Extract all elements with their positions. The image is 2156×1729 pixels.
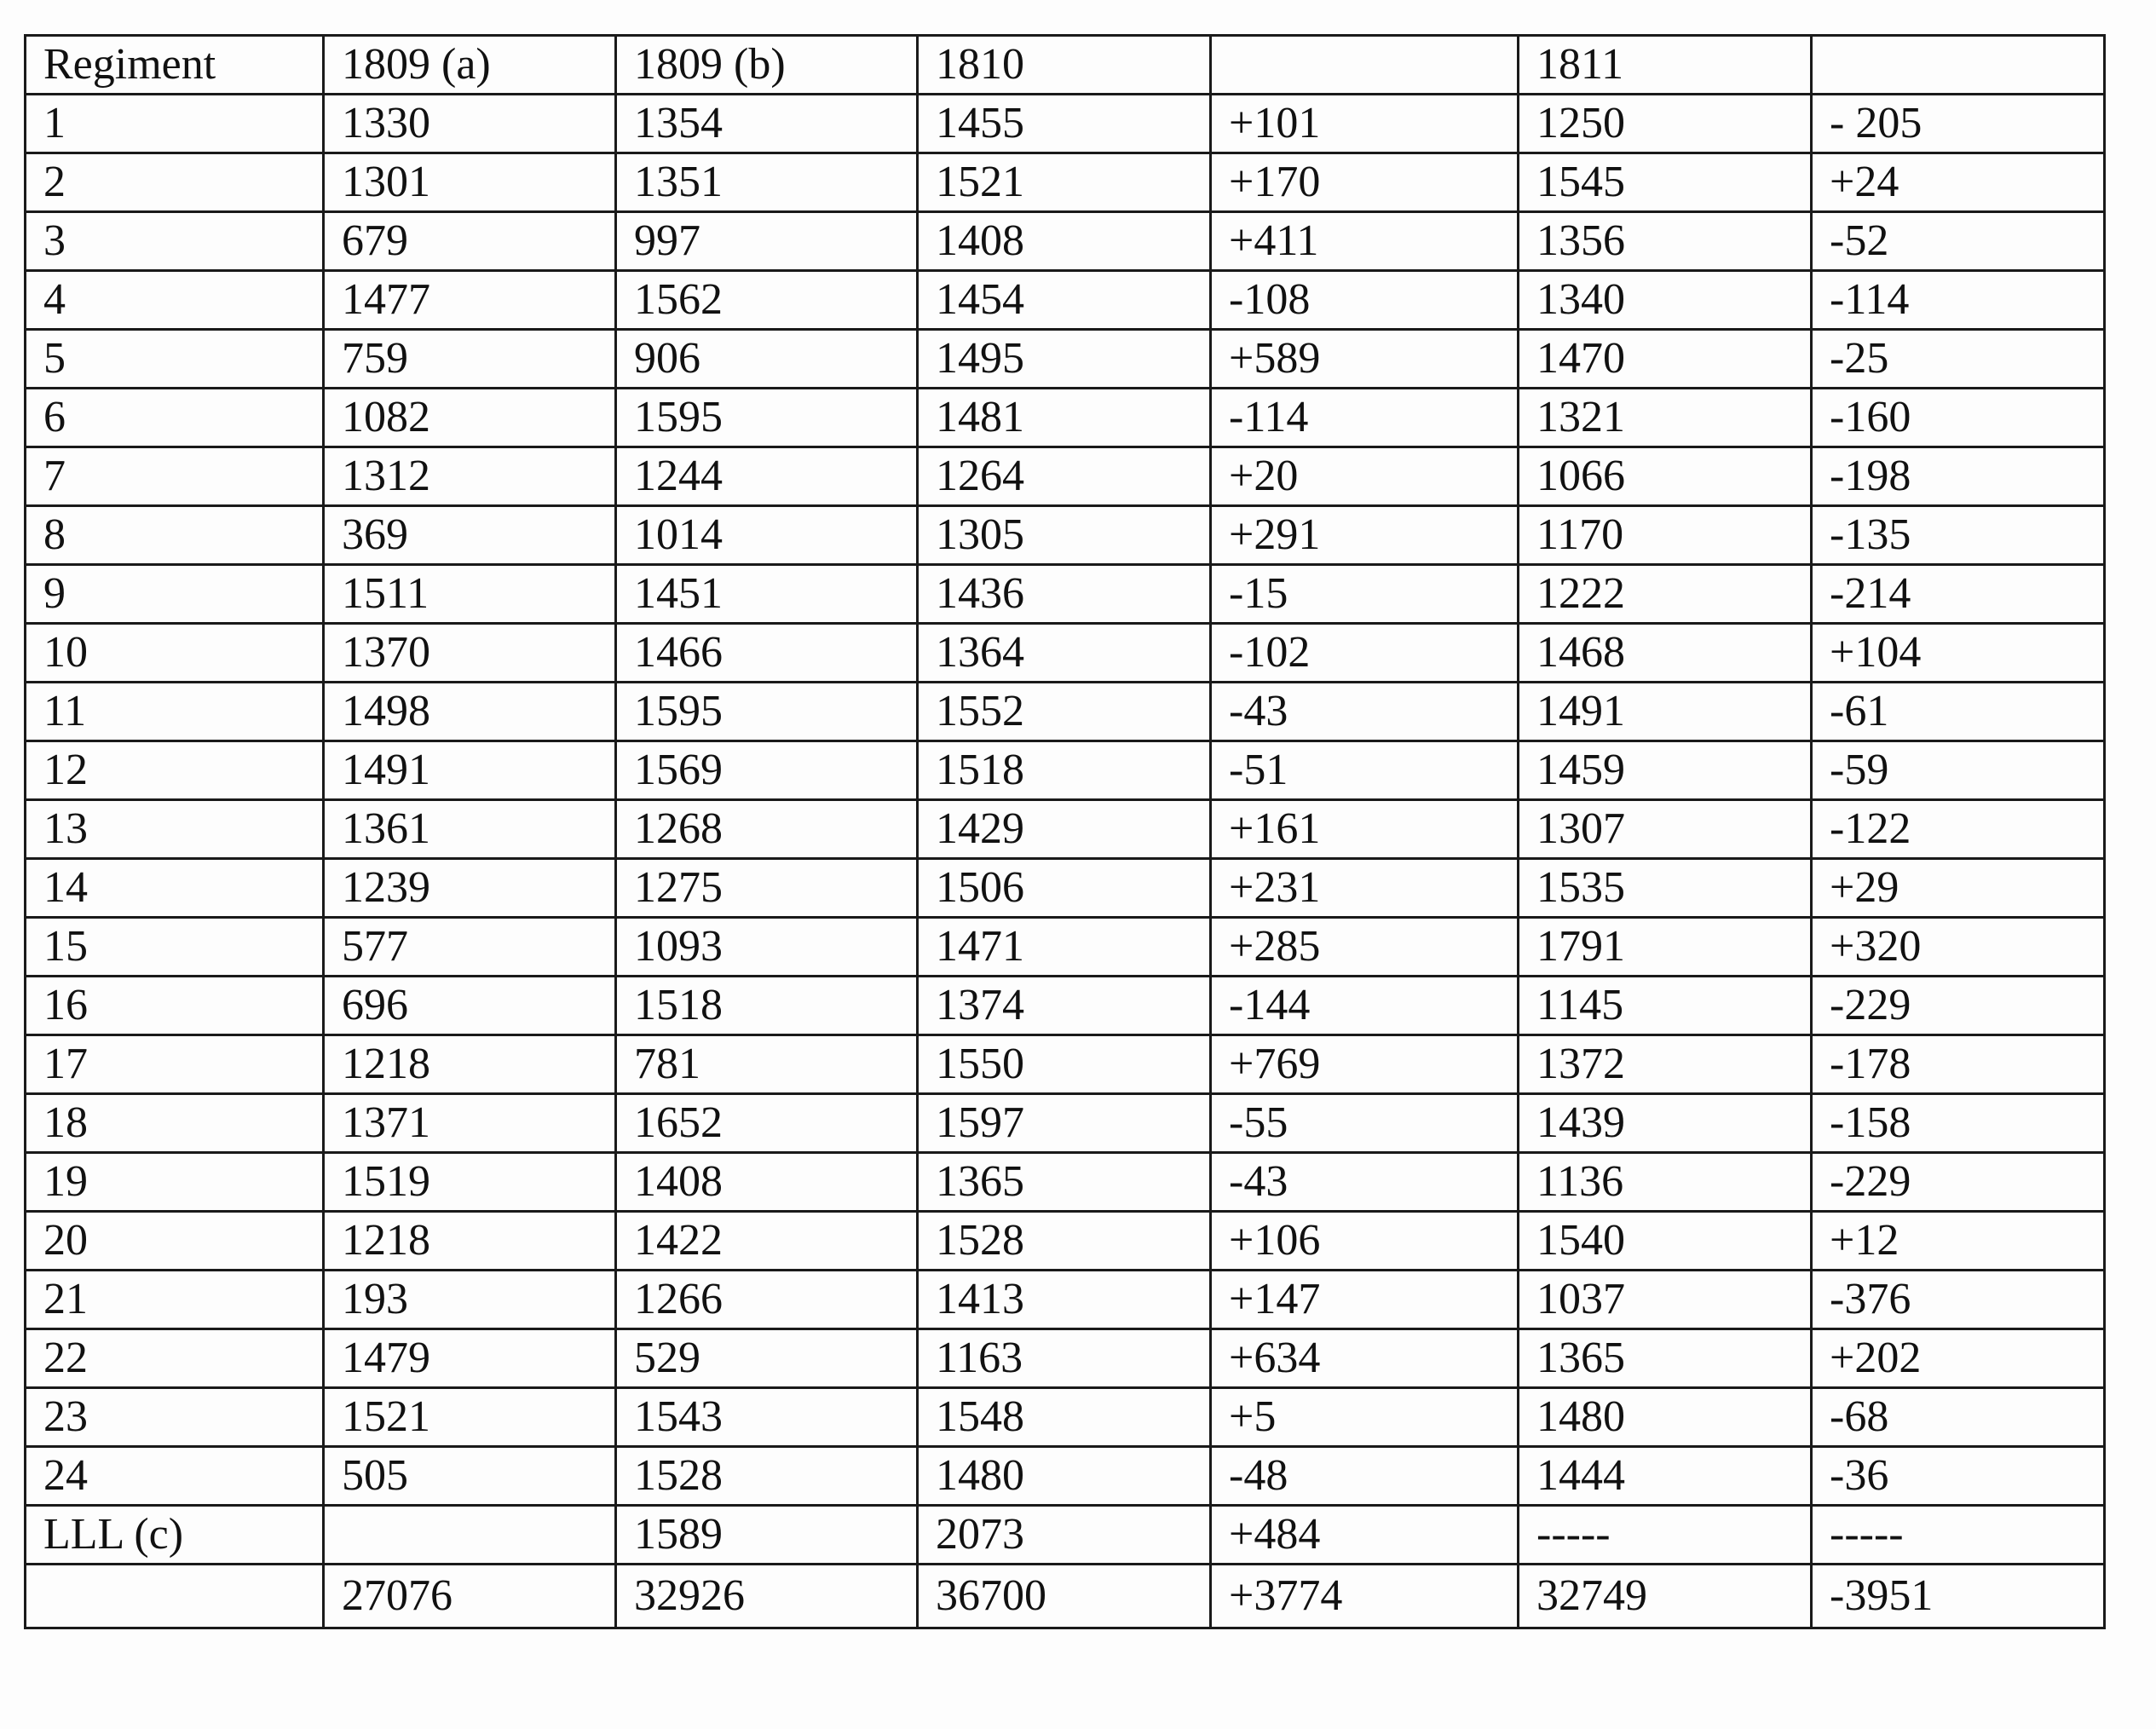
cell-regiment bbox=[26, 1565, 324, 1628]
cell-1810-change: +231 bbox=[1211, 859, 1519, 918]
cell-1810-change: +634 bbox=[1211, 1329, 1519, 1388]
cell-1811-change: +24 bbox=[1812, 153, 2105, 212]
header-cell-1810-change bbox=[1211, 36, 1519, 95]
cell-1810: 1471 bbox=[918, 918, 1211, 977]
cell-1809a: 27076 bbox=[324, 1565, 616, 1628]
table-row bbox=[26, 1212, 2105, 1271]
cell-1809b: 1422 bbox=[616, 1212, 918, 1271]
cell-1811: 1470 bbox=[1519, 330, 1812, 389]
cell-1809a: 1218 bbox=[324, 1212, 616, 1271]
table-row bbox=[26, 447, 2105, 506]
cell-1810: 1548 bbox=[918, 1388, 1211, 1447]
header-cell-1811-change bbox=[1812, 36, 2105, 95]
cell-1811-change: -25 bbox=[1812, 330, 2105, 389]
cell-1809b: 1266 bbox=[616, 1271, 918, 1329]
table-row bbox=[26, 1094, 2105, 1153]
cell-1811-change: -114 bbox=[1812, 271, 2105, 330]
cell-1809a: 505 bbox=[324, 1447, 616, 1506]
table-body bbox=[26, 36, 2105, 1628]
cell-1811-change: +12 bbox=[1812, 1212, 2105, 1271]
cell-1810: 36700 bbox=[918, 1565, 1211, 1628]
cell-regiment: 23 bbox=[26, 1388, 324, 1447]
header-cell-1809b: 1809 (b) bbox=[616, 36, 918, 95]
cell-1811-change: -61 bbox=[1812, 683, 2105, 741]
cell-1811: 1356 bbox=[1519, 212, 1812, 271]
cell-regiment: 20 bbox=[26, 1212, 324, 1271]
cell-1811-change: +104 bbox=[1812, 624, 2105, 683]
cell-1809a bbox=[324, 1506, 616, 1565]
cell-1809a: 1479 bbox=[324, 1329, 616, 1388]
cell-1811: 1535 bbox=[1519, 859, 1812, 918]
cell-1809b: 1268 bbox=[616, 800, 918, 859]
cell-regiment: 3 bbox=[26, 212, 324, 271]
cell-1810: 1364 bbox=[918, 624, 1211, 683]
table-row bbox=[26, 1035, 2105, 1094]
cell-1810: 1518 bbox=[918, 741, 1211, 800]
cell-1811: 1540 bbox=[1519, 1212, 1812, 1271]
cell-regiment: 21 bbox=[26, 1271, 324, 1329]
cell-1810-change: -43 bbox=[1211, 683, 1519, 741]
cell-1811: 1222 bbox=[1519, 565, 1812, 624]
cell-1809a: 1519 bbox=[324, 1153, 616, 1212]
table-row bbox=[26, 1388, 2105, 1447]
cell-1809b: 1595 bbox=[616, 683, 918, 741]
cell-1809a: 1511 bbox=[324, 565, 616, 624]
cell-1810: 1495 bbox=[918, 330, 1211, 389]
cell-1811-change: - 205 bbox=[1812, 95, 2105, 153]
cell-1811: 1250 bbox=[1519, 95, 1812, 153]
cell-1811-change: -122 bbox=[1812, 800, 2105, 859]
cell-1811: 1136 bbox=[1519, 1153, 1812, 1212]
cell-1811: 1372 bbox=[1519, 1035, 1812, 1094]
cell-1810: 1521 bbox=[918, 153, 1211, 212]
table-row bbox=[26, 683, 2105, 741]
table-row bbox=[26, 741, 2105, 800]
cell-1811-change: +320 bbox=[1812, 918, 2105, 977]
table-row bbox=[26, 1447, 2105, 1506]
cell-regiment: 12 bbox=[26, 741, 324, 800]
cell-1809b: 1275 bbox=[616, 859, 918, 918]
cell-1810: 1454 bbox=[918, 271, 1211, 330]
cell-regiment: 1 bbox=[26, 95, 324, 153]
cell-1811-change: -36 bbox=[1812, 1447, 2105, 1506]
cell-regiment: 9 bbox=[26, 565, 324, 624]
cell-1809b: 1408 bbox=[616, 1153, 918, 1212]
table-row bbox=[26, 271, 2105, 330]
cell-1810: 2073 bbox=[918, 1506, 1211, 1565]
cell-1810: 1506 bbox=[918, 859, 1211, 918]
cell-1809a: 577 bbox=[324, 918, 616, 977]
cell-1810-change: -55 bbox=[1211, 1094, 1519, 1153]
cell-1810-change: +3774 bbox=[1211, 1565, 1519, 1628]
cell-1810: 1365 bbox=[918, 1153, 1211, 1212]
cell-regiment: 24 bbox=[26, 1447, 324, 1506]
cell-1809a: 679 bbox=[324, 212, 616, 271]
cell-regiment: 10 bbox=[26, 624, 324, 683]
cell-1811-change: -68 bbox=[1812, 1388, 2105, 1447]
cell-1811: 1340 bbox=[1519, 271, 1812, 330]
cell-1809a: 1330 bbox=[324, 95, 616, 153]
cell-1809a: 1239 bbox=[324, 859, 616, 918]
table-row bbox=[26, 389, 2105, 447]
cell-1810-change: +161 bbox=[1211, 800, 1519, 859]
table-row bbox=[26, 506, 2105, 565]
cell-1809b: 1466 bbox=[616, 624, 918, 683]
cell-1810-change: +411 bbox=[1211, 212, 1519, 271]
header-row bbox=[26, 36, 2105, 95]
cell-1810: 1413 bbox=[918, 1271, 1211, 1329]
cell-1810-change: +101 bbox=[1211, 95, 1519, 153]
cell-1810: 1481 bbox=[918, 389, 1211, 447]
cell-1810: 1528 bbox=[918, 1212, 1211, 1271]
header-cell-1810: 1810 bbox=[918, 36, 1211, 95]
cell-1809a: 1498 bbox=[324, 683, 616, 741]
cell-1810-change: +769 bbox=[1211, 1035, 1519, 1094]
cell-1810: 1374 bbox=[918, 977, 1211, 1035]
cell-1809b: 1562 bbox=[616, 271, 918, 330]
cell-1811: 1321 bbox=[1519, 389, 1812, 447]
cell-1810: 1550 bbox=[918, 1035, 1211, 1094]
header-cell-1809a: 1809 (a) bbox=[324, 36, 616, 95]
cell-1810-change: -114 bbox=[1211, 389, 1519, 447]
cell-1809a: 1312 bbox=[324, 447, 616, 506]
cell-1809b: 1528 bbox=[616, 1447, 918, 1506]
cell-1810: 1163 bbox=[918, 1329, 1211, 1388]
cell-1809b: 781 bbox=[616, 1035, 918, 1094]
cell-1809a: 1491 bbox=[324, 741, 616, 800]
regiment-strength-table bbox=[24, 34, 2106, 1629]
cell-1810-change: +291 bbox=[1211, 506, 1519, 565]
cell-1809b: 529 bbox=[616, 1329, 918, 1388]
table-row bbox=[26, 859, 2105, 918]
cell-regiment: 17 bbox=[26, 1035, 324, 1094]
cell-1810: 1552 bbox=[918, 683, 1211, 741]
cell-1810-change: +5 bbox=[1211, 1388, 1519, 1447]
cell-1811-change: +202 bbox=[1812, 1329, 2105, 1388]
cell-1810: 1429 bbox=[918, 800, 1211, 859]
cell-1811-change: +29 bbox=[1812, 859, 2105, 918]
cell-1811: 1145 bbox=[1519, 977, 1812, 1035]
cell-1809b: 1093 bbox=[616, 918, 918, 977]
cell-1811: 1037 bbox=[1519, 1271, 1812, 1329]
cell-1809b: 1351 bbox=[616, 153, 918, 212]
table-row bbox=[26, 624, 2105, 683]
cell-1811: 1439 bbox=[1519, 1094, 1812, 1153]
cell-regiment: LLL (c) bbox=[26, 1506, 324, 1565]
cell-1811-change: -214 bbox=[1812, 565, 2105, 624]
cell-regiment: 5 bbox=[26, 330, 324, 389]
cell-1809b: 997 bbox=[616, 212, 918, 271]
cell-1810-change: -102 bbox=[1211, 624, 1519, 683]
cell-regiment: 16 bbox=[26, 977, 324, 1035]
table-row bbox=[26, 1153, 2105, 1212]
cell-1810: 1436 bbox=[918, 565, 1211, 624]
cell-regiment: 6 bbox=[26, 389, 324, 447]
cell-1809b: 1595 bbox=[616, 389, 918, 447]
cell-1809b: 1569 bbox=[616, 741, 918, 800]
cell-1809a: 696 bbox=[324, 977, 616, 1035]
cell-regiment: 2 bbox=[26, 153, 324, 212]
table-row bbox=[26, 1329, 2105, 1388]
header-cell-regiment: Regiment bbox=[26, 36, 324, 95]
cell-1810-change: -144 bbox=[1211, 977, 1519, 1035]
cell-1810-change: +285 bbox=[1211, 918, 1519, 977]
cell-1810-change: -15 bbox=[1211, 565, 1519, 624]
cell-1809b: 1589 bbox=[616, 1506, 918, 1565]
cell-1809b: 1518 bbox=[616, 977, 918, 1035]
cell-1811-change: -198 bbox=[1812, 447, 2105, 506]
cell-1809a: 1370 bbox=[324, 624, 616, 683]
cell-1811: 1791 bbox=[1519, 918, 1812, 977]
cell-1809b: 1451 bbox=[616, 565, 918, 624]
cell-regiment: 18 bbox=[26, 1094, 324, 1153]
cell-1811-change: -229 bbox=[1812, 1153, 2105, 1212]
cell-1809a: 1082 bbox=[324, 389, 616, 447]
table-row bbox=[26, 918, 2105, 977]
table-row bbox=[26, 95, 2105, 153]
table-row bbox=[26, 1506, 2105, 1565]
cell-1810: 1305 bbox=[918, 506, 1211, 565]
cell-1811-change: -135 bbox=[1812, 506, 2105, 565]
cell-regiment: 22 bbox=[26, 1329, 324, 1388]
cell-1810-change: -43 bbox=[1211, 1153, 1519, 1212]
table-row bbox=[26, 153, 2105, 212]
cell-1809b: 32926 bbox=[616, 1565, 918, 1628]
cell-1811-change: -158 bbox=[1812, 1094, 2105, 1153]
cell-1809a: 1371 bbox=[324, 1094, 616, 1153]
cell-1810-change: -108 bbox=[1211, 271, 1519, 330]
cell-1809a: 1301 bbox=[324, 153, 616, 212]
cell-1811: 1365 bbox=[1519, 1329, 1812, 1388]
cell-1810-change: +106 bbox=[1211, 1212, 1519, 1271]
cell-1809a: 193 bbox=[324, 1271, 616, 1329]
cell-1811-change: ----- bbox=[1812, 1506, 2105, 1565]
table-row bbox=[26, 1271, 2105, 1329]
table-row bbox=[26, 565, 2105, 624]
cell-1811: ----- bbox=[1519, 1506, 1812, 1565]
cell-1810: 1480 bbox=[918, 1447, 1211, 1506]
cell-regiment: 7 bbox=[26, 447, 324, 506]
cell-1811-change: -59 bbox=[1812, 741, 2105, 800]
cell-1810-change: +147 bbox=[1211, 1271, 1519, 1329]
cell-regiment: 15 bbox=[26, 918, 324, 977]
table-row bbox=[26, 977, 2105, 1035]
cell-1811: 1480 bbox=[1519, 1388, 1812, 1447]
cell-1809a: 1218 bbox=[324, 1035, 616, 1094]
header-cell-1811: 1811 bbox=[1519, 36, 1812, 95]
cell-1809a: 1361 bbox=[324, 800, 616, 859]
cell-1809b: 1543 bbox=[616, 1388, 918, 1447]
cell-1811-change: -229 bbox=[1812, 977, 2105, 1035]
cell-1809a: 369 bbox=[324, 506, 616, 565]
cell-1810-change: +484 bbox=[1211, 1506, 1519, 1565]
table-row bbox=[26, 212, 2105, 271]
cell-1809b: 1354 bbox=[616, 95, 918, 153]
cell-regiment: 8 bbox=[26, 506, 324, 565]
cell-1810-change: -48 bbox=[1211, 1447, 1519, 1506]
cell-regiment: 4 bbox=[26, 271, 324, 330]
cell-1811: 32749 bbox=[1519, 1565, 1812, 1628]
cell-1811-change: -376 bbox=[1812, 1271, 2105, 1329]
totals-row bbox=[26, 1565, 2105, 1628]
cell-1811-change: -178 bbox=[1812, 1035, 2105, 1094]
cell-regiment: 11 bbox=[26, 683, 324, 741]
cell-1810: 1408 bbox=[918, 212, 1211, 271]
cell-1810: 1597 bbox=[918, 1094, 1211, 1153]
cell-1809a: 1477 bbox=[324, 271, 616, 330]
cell-1811: 1459 bbox=[1519, 741, 1812, 800]
cell-1809b: 906 bbox=[616, 330, 918, 389]
cell-1809a: 1521 bbox=[324, 1388, 616, 1447]
cell-1810: 1455 bbox=[918, 95, 1211, 153]
table-row bbox=[26, 800, 2105, 859]
cell-1811: 1066 bbox=[1519, 447, 1812, 506]
cell-1811: 1545 bbox=[1519, 153, 1812, 212]
cell-1811: 1307 bbox=[1519, 800, 1812, 859]
cell-1809b: 1014 bbox=[616, 506, 918, 565]
cell-1811: 1491 bbox=[1519, 683, 1812, 741]
cell-regiment: 19 bbox=[26, 1153, 324, 1212]
cell-1809a: 759 bbox=[324, 330, 616, 389]
cell-1809b: 1244 bbox=[616, 447, 918, 506]
cell-1809b: 1652 bbox=[616, 1094, 918, 1153]
cell-regiment: 14 bbox=[26, 859, 324, 918]
table-row bbox=[26, 330, 2105, 389]
cell-1810-change: +589 bbox=[1211, 330, 1519, 389]
cell-1811: 1170 bbox=[1519, 506, 1812, 565]
cell-1811-change: -3951 bbox=[1812, 1565, 2105, 1628]
cell-1810: 1264 bbox=[918, 447, 1211, 506]
cell-1810-change: +20 bbox=[1211, 447, 1519, 506]
cell-regiment: 13 bbox=[26, 800, 324, 859]
cell-1810-change: -51 bbox=[1211, 741, 1519, 800]
cell-1811-change: -52 bbox=[1812, 212, 2105, 271]
cell-1811-change: -160 bbox=[1812, 389, 2105, 447]
cell-1811: 1444 bbox=[1519, 1447, 1812, 1506]
cell-1810-change: +170 bbox=[1211, 153, 1519, 212]
cell-1811: 1468 bbox=[1519, 624, 1812, 683]
